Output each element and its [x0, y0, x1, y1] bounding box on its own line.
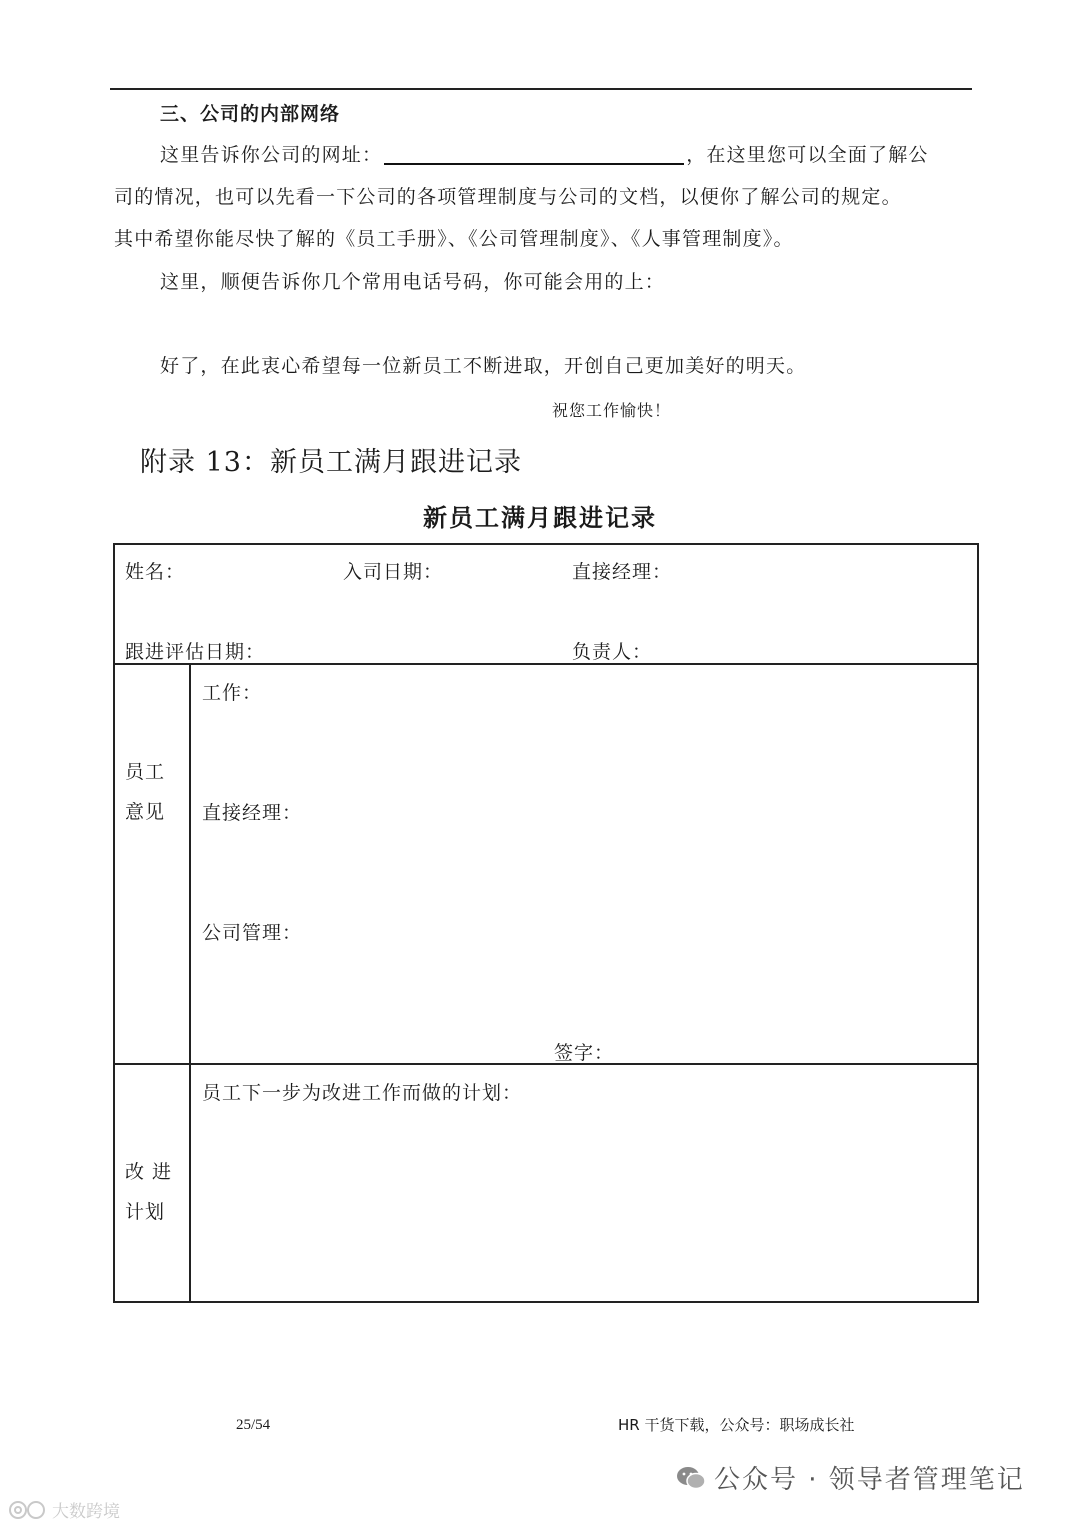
- watermark-account-text: 公众号 · 领导者管理笔记: [714, 1465, 1025, 1495]
- plan-label: 员工下一步为改进工作而做的计划：: [202, 1082, 523, 1104]
- followup-form: [113, 543, 979, 1303]
- form-title: 新员工满月跟进记录: [423, 503, 657, 532]
- opinion-header-line2: 意见: [125, 801, 166, 823]
- url-line-prefix: 这里告诉你公司的网址：: [160, 144, 383, 166]
- paragraph-line-3: 其中希望你能尽快了解的《员工手册》、《公司管理制度》、《人事管理制度》。: [114, 228, 794, 250]
- manager-label: 直接经理：: [572, 561, 673, 583]
- appendix-title: 附录 13：新员工满月跟进记录: [140, 447, 522, 478]
- paragraph-line-4: 这里，顺便告诉你几个常用电话号码，你可能会用的上：: [160, 271, 666, 293]
- watermark-account: [676, 1459, 1025, 1496]
- direct-manager-label: 直接经理：: [202, 802, 303, 824]
- review-date-label: 跟进评估日期：: [125, 641, 266, 663]
- paragraph-line-5: 好了，在此衷心希望每一位新员工不断进取，开创自己更加美好的明天。: [160, 355, 807, 377]
- watermark-brand-text: 大数跨境: [52, 1502, 120, 1522]
- wechat-icon: [676, 1465, 706, 1491]
- paragraph-line-2: 司的情况，也可以先看一下公司的各项管理制度与公司的文档，以便你了解公司的规定。: [114, 186, 902, 208]
- url-line-suffix: ，在这里您可以全面了解公: [686, 144, 929, 166]
- plan-header-line2: 计划: [125, 1201, 166, 1223]
- section-heading: 三、公司的内部网络: [160, 103, 341, 125]
- signature-label: 签字：: [554, 1042, 615, 1064]
- owner-label: 负责人：: [572, 641, 653, 663]
- url-blank: [384, 143, 684, 165]
- opinion-header-line1: 员工: [125, 761, 166, 783]
- name-label: 姓名：: [125, 561, 186, 583]
- form-divider-opinion: [115, 1063, 977, 1065]
- watermark-brand: [8, 1497, 120, 1522]
- top-rule: [110, 88, 972, 90]
- join-date-label: 入司日期：: [343, 561, 444, 583]
- at-logo-icon: [8, 1499, 48, 1521]
- plan-header-line1: 改 进: [125, 1161, 173, 1183]
- page-number: 25/54: [236, 1417, 271, 1433]
- form-column-divider: [189, 663, 191, 1301]
- footer-note: HR 干货下载，公众号：职场成长社: [618, 1416, 855, 1434]
- company-mgmt-label: 公司管理：: [202, 922, 303, 944]
- closing-wish: 祝您工作愉快！: [552, 401, 672, 420]
- paragraph-line-1: [160, 135, 929, 175]
- work-label: 工作：: [202, 682, 263, 704]
